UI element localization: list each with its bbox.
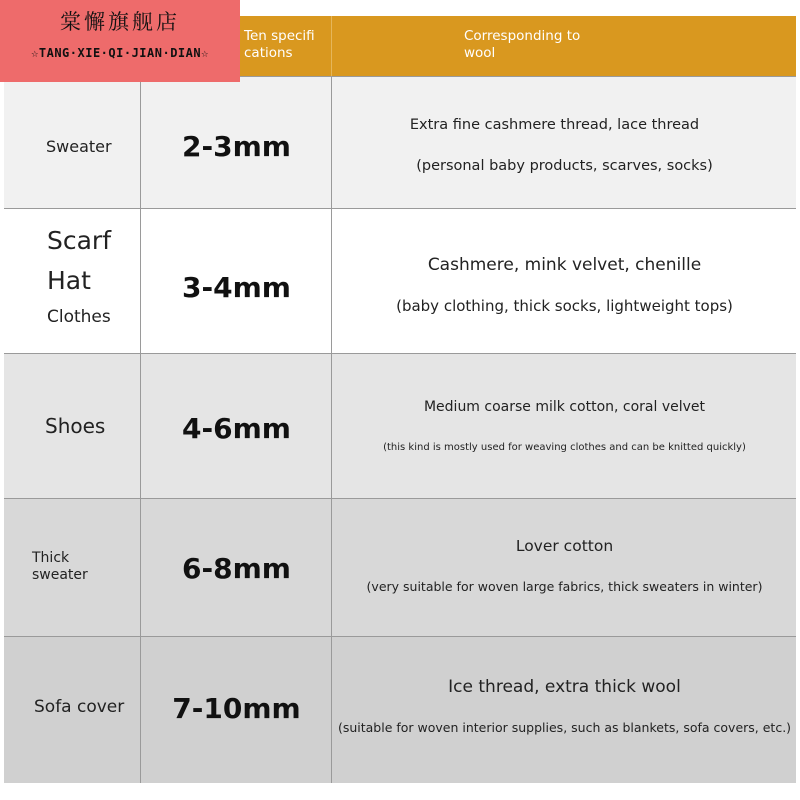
- header-wool-cell: [331, 16, 797, 76]
- usage-note: (suitable for woven interior supplies, such as blankets, sofa covers, etc.): [337, 720, 792, 735]
- table-row: [4, 636, 796, 783]
- usage-note: (very suitable for woven large fabrics, thick sweaters in winter): [366, 579, 763, 594]
- use-label: Shoes: [45, 414, 106, 438]
- spec-value: 6-8mm: [182, 552, 291, 585]
- wool-types: Extra fine cashmere thread, lace thread: [409, 117, 700, 133]
- use-label: Thick: [32, 550, 70, 566]
- usage-note: (personal baby products, scarves, socks): [416, 158, 713, 174]
- header-wool-line2: wool: [464, 45, 496, 61]
- yarn-spec-table: [4, 16, 796, 782]
- header-spec-line1: Ten specifi: [244, 28, 315, 44]
- spec-cell: [140, 637, 332, 783]
- table-row: [4, 498, 796, 637]
- usage-note: (baby clothing, thick socks, lightweight tops): [396, 297, 733, 315]
- shop-logo-badge: [0, 0, 240, 82]
- spec-value: 4-6mm: [182, 412, 291, 445]
- shop-logo-subtitle: ☆TANG·XIE·QI·JIAN·DIAN☆: [31, 46, 209, 60]
- use-cell: [4, 77, 140, 209]
- wool-cell: [331, 209, 797, 354]
- use-label: Sweater: [46, 137, 112, 156]
- spec-value: 2-3mm: [182, 130, 291, 163]
- use-cell: [4, 209, 140, 354]
- spec-cell: [140, 209, 332, 354]
- wool-types: Medium coarse milk cotton, coral velvet: [423, 399, 706, 415]
- use-label: Hat: [47, 266, 91, 295]
- wool-cell: [331, 637, 797, 783]
- spec-value: 3-4mm: [182, 271, 291, 304]
- use-label: Sofa cover: [34, 697, 125, 717]
- table-row: [4, 353, 796, 499]
- use-label: Clothes: [47, 307, 111, 327]
- header-wool-line1: Corresponding to: [464, 28, 581, 44]
- use-cell: [4, 499, 140, 637]
- use-cell: [4, 354, 140, 499]
- wool-cell: [331, 77, 797, 209]
- spec-cell: [140, 354, 332, 499]
- use-cell: [4, 637, 140, 783]
- wool-types: Ice thread, extra thick wool: [448, 677, 681, 697]
- wool-types: Lover cotton: [515, 537, 614, 555]
- table-row: [4, 76, 796, 209]
- use-label: sweater: [32, 567, 88, 583]
- spec-cell: [140, 499, 332, 637]
- spec-value: 7-10mm: [172, 692, 301, 725]
- wool-cell: [331, 354, 797, 499]
- wool-cell: [331, 499, 797, 637]
- usage-note: (this kind is mostly used for weaving clothes and can be knitted quickly): [383, 442, 746, 453]
- header-spec-line2: cations: [244, 45, 293, 61]
- table-row: [4, 208, 796, 354]
- spec-cell: [140, 77, 332, 209]
- shop-logo-title: 棠懈旗舰店: [60, 10, 180, 34]
- use-label: Scarf: [47, 226, 112, 255]
- wool-types: Cashmere, mink velvet, chenille: [427, 255, 702, 275]
